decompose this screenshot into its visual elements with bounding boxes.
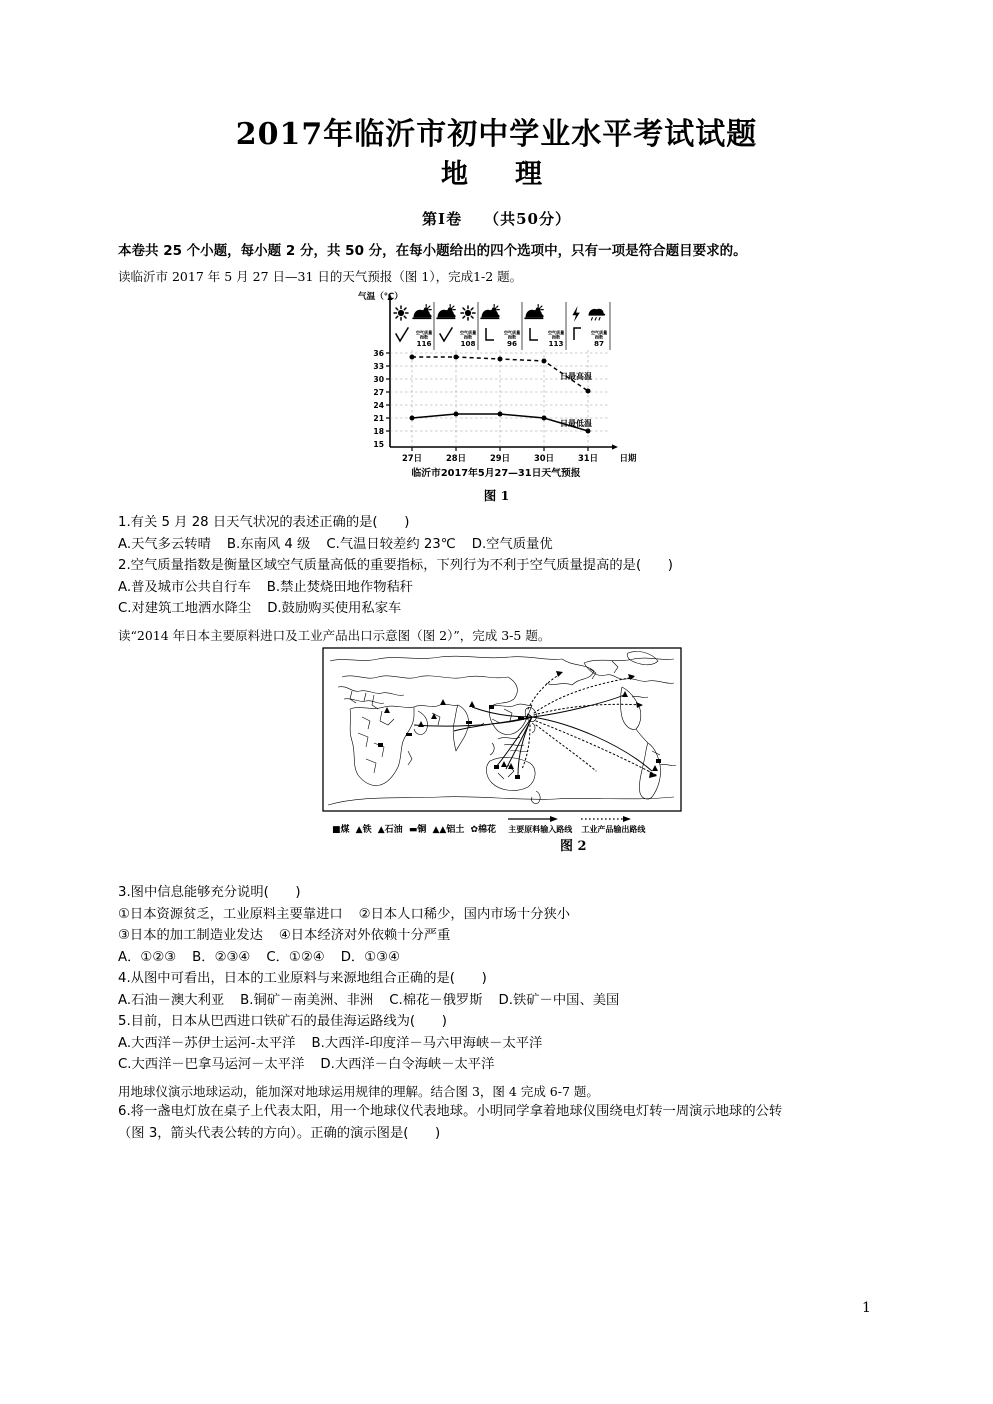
question-5-options-line1	[0, 1033, 993, 1055]
question-3-options	[0, 947, 993, 969]
svg-text:指数: 指数	[463, 334, 473, 340]
q4-option-a[interactable]: A.石油－澳大利亚	[118, 992, 225, 1008]
question-6-stem-line1: 6.将一盏电灯放在桌子上代表太阳，用一个地球仪代表地球。小明同学拿着地球仪围绕电灯转一周演示地球的公转	[118, 1104, 783, 1120]
rain-cloud-icon	[589, 309, 606, 320]
svg-text:空气质量: 空气质量	[459, 330, 477, 336]
q1-option-d[interactable]: D.空气质量优	[471, 536, 553, 552]
aqi-value: 113	[548, 339, 564, 349]
question-5-options-line2	[0, 1054, 993, 1076]
wind-symbol	[530, 328, 538, 340]
q3-option-a[interactable]: A．①②③	[118, 949, 177, 965]
sun-behind-cloud-icon	[436, 305, 455, 319]
weather-column-27	[394, 305, 432, 348]
legend-item-cotton: ✿棉花	[470, 825, 497, 836]
question-3-stem: 3.图中信息能够充分说明( )	[118, 885, 301, 901]
weather-column-31	[572, 306, 607, 348]
page-title: 2017年临沂市初中学业水平考试试题	[235, 117, 758, 152]
question-4-options	[0, 990, 993, 1012]
high-temp-annotation: 日最高温	[560, 372, 592, 382]
figure1-caption: 图 1	[483, 488, 510, 504]
sun-icon	[461, 306, 475, 320]
q1-option-c[interactable]: C.气温日较差约 23℃	[326, 536, 456, 552]
aqi-value: 96	[506, 339, 518, 349]
weather-column-28	[436, 305, 476, 348]
figure2-legend	[332, 815, 645, 835]
q4-option-b[interactable]: B.铜矿－南美洲、非洲	[240, 992, 374, 1008]
q2-option-b[interactable]: B.禁止焚烧田地作物秸秆	[266, 579, 414, 595]
q3-option-c[interactable]: C．①②④	[266, 949, 325, 965]
svg-text:空气质量: 空气质量	[503, 330, 521, 336]
wind-symbol	[440, 328, 452, 341]
svg-text:指数: 指数	[419, 334, 429, 340]
svg-text:27日: 27日	[401, 453, 423, 464]
question-1-stem: 1.有关 5 月 28 日天气状况的表述正确的是( )	[118, 515, 410, 531]
weather-column-29	[480, 305, 520, 348]
legend-item-oil: ▲石油	[377, 825, 403, 836]
legend-item-bauxite: ▲▲铝土	[432, 825, 465, 836]
aqi-value: 87	[593, 339, 605, 349]
figure2-caption: 图 2	[560, 839, 587, 855]
subject-title: 地 理	[441, 158, 552, 190]
q3-statement-4: ④日本经济对外依赖十分严重	[278, 928, 451, 944]
question-2-options-line1	[0, 577, 993, 599]
svg-text:30日: 30日	[533, 453, 555, 464]
svg-text:指数: 指数	[551, 334, 561, 340]
svg-text:指数: 指数	[507, 334, 517, 340]
legend-item-copper: ▬铜	[408, 825, 427, 836]
q5-option-a[interactable]: A.大西洋－苏伊士运河-太平洋	[118, 1035, 296, 1051]
svg-text:24: 24	[373, 400, 384, 410]
q2-option-c[interactable]: C.对建筑工地洒水降尘	[118, 601, 252, 617]
q5-option-d[interactable]: D.大西洋－白令海峡－太平洋	[320, 1057, 495, 1073]
wind-symbol	[486, 328, 494, 340]
wind-symbol	[574, 328, 581, 340]
q1-option-a[interactable]: A.天气多云转晴	[118, 536, 211, 552]
q3-statement-1: ①日本资源贫乏，工业原料主要靠进口	[118, 906, 343, 922]
legend-item-coal: ■煤	[332, 825, 350, 836]
paper-score: （共50分）	[484, 209, 571, 228]
q3-option-b[interactable]: B．②③④	[192, 949, 251, 965]
sun-icon	[394, 306, 408, 320]
q2-option-a[interactable]: A.普及城市公共自行车	[118, 579, 251, 595]
svg-text:空气质量: 空气质量	[590, 330, 608, 336]
x-axis-title: 日期	[619, 453, 637, 464]
svg-text:28日: 28日	[445, 453, 467, 464]
lead-text-figure3: 用地球仪演示地球运动，能加深对地球运用规律的理解。结合图 3，图 4 完成 6-7 题。	[118, 1083, 599, 1099]
exam-instruction: 本卷共 25 个小题，每小题 2 分，共 50 分，在每小题给出的四个选项中，只有一项是符合题目要求的。	[118, 242, 747, 259]
sun-behind-cloud-icon	[480, 305, 499, 319]
question-1-options	[0, 534, 993, 556]
figure1-container	[0, 290, 993, 512]
legend-route-export: 工业产品输出路线	[581, 815, 645, 835]
aqi-label: 空气质量	[415, 330, 433, 336]
lead-text-figure1: 读临沂市 2017 年 5 月 27 日—31 日的天气预报（图 1），完成1-2 题。	[118, 268, 523, 284]
sun-behind-cloud-icon	[412, 305, 431, 319]
question-3-statements-line1	[0, 904, 993, 926]
y-axis-label: 气温（℃）	[358, 292, 403, 303]
legend-item-iron: ▲铁	[355, 825, 372, 836]
question-2-options-line2	[0, 598, 993, 620]
wind-symbol	[396, 328, 408, 341]
weather-column-30	[524, 305, 564, 348]
y-gridlines	[373, 349, 610, 449]
page-number: 1	[862, 1300, 871, 1316]
lightning-icon	[572, 306, 579, 322]
legend-route-import: 主要原料输入路线	[508, 815, 572, 835]
q2-option-d[interactable]: D.鼓励购买使用私家车	[267, 601, 402, 617]
question-2-stem: 2.空气质量指数是衡量区域空气质量高低的重要指标，下列行为不利于空气质量提高的是( )	[118, 558, 673, 574]
q5-option-c[interactable]: C.大西洋－巴拿马运河－太平洋	[118, 1057, 305, 1073]
svg-text:18: 18	[373, 426, 384, 436]
svg-text:15: 15	[373, 439, 384, 449]
chart-title: 临沂市2017年5月27—31日天气预报	[411, 468, 581, 480]
svg-text:33: 33	[373, 361, 384, 371]
q3-statement-3: ③日本的加工制造业发达	[118, 928, 263, 944]
question-4-stem: 4.从图中可看出，日本的工业原料与来源地组合正确的是( )	[118, 971, 487, 987]
low-temp-annotation: 日最低温	[560, 419, 592, 429]
q5-option-b[interactable]: B.大西洋-印度洋－马六甲海峡－太平洋	[311, 1035, 543, 1051]
question-3-statements-line2	[0, 925, 993, 947]
q1-option-b[interactable]: B.东南风 4 级	[226, 536, 311, 552]
svg-text:27: 27	[373, 387, 384, 397]
aqi-value: 108	[460, 339, 476, 349]
svg-text:29日: 29日	[489, 453, 511, 464]
figure2-container	[0, 647, 993, 882]
q3-statement-2: ②日本人口稀少，国内市场十分狭小	[358, 906, 571, 922]
lead-text-figure2: 读“2014 年日本主要原料进口及工业产品出口示意图（图 2）”，完成 3-5 题。	[118, 627, 551, 643]
q3-option-d[interactable]: D．①③④	[340, 949, 400, 965]
sun-behind-cloud-icon	[524, 305, 543, 319]
paper-label: 第Ⅰ卷	[422, 209, 463, 228]
svg-text:30: 30	[373, 374, 384, 384]
q4-option-d[interactable]: D.铁矿－中国、美国	[498, 992, 620, 1008]
svg-text:21: 21	[373, 413, 384, 423]
svg-text:指数: 指数	[594, 334, 604, 340]
paper-section-header	[0, 208, 993, 229]
weather-forecast-chart	[352, 290, 652, 490]
x-axis-labels	[402, 453, 637, 463]
question-5-stem: 5.目前，日本从巴西进口铁矿石的最佳海运路线为( )	[118, 1014, 447, 1030]
question-6-stem-line2: （图 3，箭头代表公转的方向）。正确的演示图是( )	[118, 1125, 441, 1141]
svg-text:空气质量: 空气质量	[547, 330, 565, 336]
aqi-value: 116	[416, 339, 432, 349]
svg-text:36: 36	[373, 348, 384, 358]
q4-option-c[interactable]: C.棉花－俄罗斯	[389, 992, 483, 1008]
svg-text:31日: 31日	[577, 453, 599, 464]
